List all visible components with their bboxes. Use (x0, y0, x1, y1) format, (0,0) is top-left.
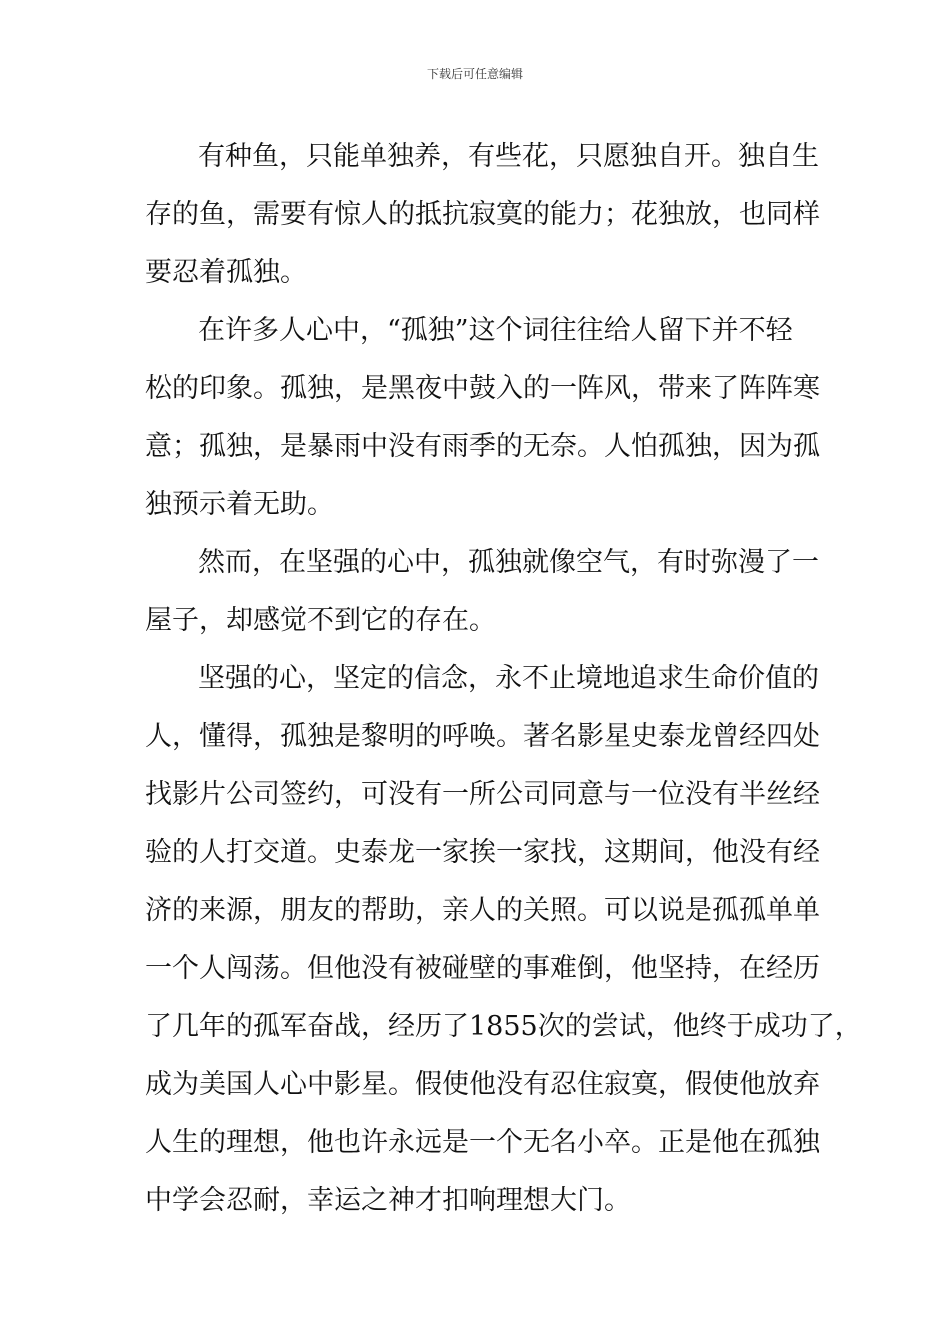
text-line: 找影片公司签约，可没有一所公司同意与一位没有半丝经 (145, 779, 820, 810)
text-line: 验的人打交道。史泰龙一家挨一家找，这期间，他没有经 (145, 837, 820, 868)
text-line: 济的来源，朋友的帮助，亲人的关照。可以说是孤孤单单 (145, 895, 820, 926)
text-line: 松的印象。孤独，是黑夜中鼓入的一阵风，带来了阵阵寒 (145, 373, 820, 404)
text-line: 在许多人心中，“孤独”这个词往往给人留下并不轻 (198, 315, 793, 346)
text-line: 然而，在坚强的心中，孤独就像空气，有时弥漫了一 (198, 547, 819, 578)
page-header: 下载后可任意编辑 (426, 67, 523, 81)
text-line: 人，懂得，孤独是黎明的呼唤。著名影星史泰龙曾经四处 (145, 721, 820, 752)
text-line: 有种鱼，只能单独养，有些花，只愿独自开。独自生 (198, 141, 819, 172)
text-line: 要忍着孤独。 (145, 257, 307, 288)
text-line: 一个人闯荡。但他没有被碰壁的事难倒，他坚持，在经历 (145, 953, 820, 984)
text-line: 意；孤独，是暴雨中没有雨季的无奈。人怕孤独，因为孤 (145, 431, 820, 462)
text-line: 中学会忍耐，幸运之神才扣响理想大门。 (145, 1185, 631, 1216)
text-line: 坚强的心，坚定的信念，永不止境地追求生命价值的 (198, 663, 819, 694)
text-line: 屋子，却感觉不到它的存在。 (145, 605, 496, 636)
text-line: 存的鱼，需要有惊人的抵抗寂寞的能力；花独放，也同样 (145, 199, 820, 230)
text-line: 了几年的孤军奋战，经历了1855次的尝试，他终于成功了， (145, 1011, 862, 1042)
document-body (145, 128, 862, 1230)
text-line: 独预示着无助。 (145, 489, 334, 520)
text-line: 人生的理想，他也许永远是一个无名小卒。正是他在孤独 (145, 1127, 820, 1158)
text-line: 成为美国人心中影星。假使他没有忍住寂寞，假使他放弃 (145, 1069, 820, 1100)
